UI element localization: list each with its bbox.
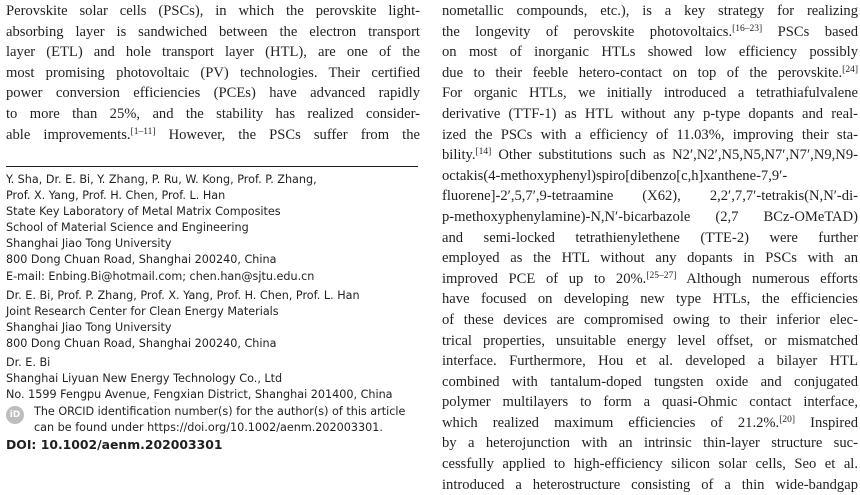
orcid-icon: iD xyxy=(6,406,24,424)
right-column xyxy=(442,1,858,495)
text-line: For organic HTLs, we initially introduced a tetrathiafulvalene xyxy=(442,85,858,102)
text-line: fluorene]-2′,5,7′,9-tetraamine (X62), 2,2′,7,7′-tetrakis(N,N′-di- xyxy=(442,188,858,205)
citation[interactable]: [24] xyxy=(842,64,858,75)
affiliation-block xyxy=(6,288,420,352)
citation[interactable]: [25–27] xyxy=(646,270,677,281)
text-line: have focused on developing new type HTLs, the efficiencies xyxy=(442,291,858,308)
text-line: which realized maximum efficiencies of 21.2%.[20] Inspired xyxy=(442,414,858,431)
orcid-note xyxy=(6,404,420,436)
text-line: p-methoxyphenylamine)-N,N′-bicarbazole (2,7 BCz-OMeTAD) xyxy=(442,208,858,225)
intro-paragraph xyxy=(6,1,420,145)
text-line: polymer multilayers to form a quasi-Ohmic contact interface, xyxy=(442,394,858,411)
citation[interactable]: [16–23] xyxy=(732,23,763,34)
text-line: Perovskite solar cells (PSCs), in which the perovskite light- xyxy=(6,3,420,19)
text-line: by a heterojunction with an intrinsic thin-layer structure suc- xyxy=(442,435,858,452)
affiliation-line: State Key Laboratory of Metal Matrix Composites xyxy=(6,205,281,219)
affiliation-block xyxy=(6,355,420,403)
orcid-line: The ORCID identification number(s) for the author(s) of this article xyxy=(34,405,406,418)
text-line: absorbing layer is sandwiched between the electron transport xyxy=(6,23,420,40)
text-line: derivative (TTF-1) as HTL without any p-type dopants and real- xyxy=(442,105,858,122)
body-paragraph xyxy=(442,1,858,495)
text-line: layer (ETL) and hole transport layer (HTL), are one of the xyxy=(6,44,420,61)
doi-label[interactable]: DOI: 10.1002/aenm.202003301 xyxy=(6,437,223,452)
text-line: improved PCE of up to 20%.[25–27] Although numerous efforts xyxy=(442,270,858,287)
affiliation-line: Shanghai Liyuan New Energy Technology Co., Ltd xyxy=(6,372,283,386)
affiliation-line: Dr. E. Bi, Prof. P. Zhang, Prof. X. Yang, Prof. H. Chen, Prof. L. Han xyxy=(6,288,360,302)
text-line: ized the PSCs with a efficiency of 11.03%, improving their sta- xyxy=(442,126,858,143)
footnote-divider xyxy=(6,166,418,167)
text-line: octakis(4-methoxyphenyl)spiro[dibenzo[c,h]xanthene-7,9′- xyxy=(442,167,788,184)
orcid-link-line[interactable]: can be found under https://doi.org/10.1002/aenm.202003301. xyxy=(34,420,383,434)
text-line: the longevity of perovskite photovoltaics.[16–23] PSCs based xyxy=(442,23,858,40)
affiliation-line: Shanghai Jiao Tong University xyxy=(6,320,172,334)
text-line: most promising photovoltaic (PV) technologies. Their certified xyxy=(6,64,420,81)
affiliation-line: School of Material Science and Engineering xyxy=(6,221,249,235)
citation[interactable]: [1–11] xyxy=(130,126,156,137)
text-line: due to their feeble hetero-contact on top of the perovskite.[24] xyxy=(442,64,858,81)
email-line[interactable]: E-mail: Enbing.Bi@hotmail.com; chen.han@sjtu.edu.cn xyxy=(6,269,315,283)
text-line: trical properties, unsuitable energy level offset, or mismatched xyxy=(442,332,858,349)
text-line: of these devices are compromised owing to their inferior elec- xyxy=(442,311,858,328)
text-line: power conversion efficiencies (PCEs) have advanced rapidly xyxy=(6,85,420,102)
affiliation-line: Dr. E. Bi xyxy=(6,356,51,370)
text-line: introduced a heterostructure consisting of a thin wide-bandgap xyxy=(442,476,858,493)
affiliation-block xyxy=(6,172,420,285)
text-line: combined with tantalum-doped tungsten oxide and conjugated xyxy=(442,373,858,390)
citation[interactable]: [14] xyxy=(475,147,492,158)
text-line: bility.[14] Other substitutions such as N2′,N2′,N5,N5,N7′,N7′,N9,N9- xyxy=(442,147,858,164)
affiliation-line: No. 1599 Fengpu Avenue, Fengxian District, Shanghai 201400, China xyxy=(6,388,393,402)
text-line: to more than 25%, and the stability has realized consider- xyxy=(6,105,420,122)
text-line: able improvements.[1–11] However, the PSCs suffer from the xyxy=(6,126,420,143)
affiliations xyxy=(6,172,420,406)
text-line: on most of inorganic HTLs showed low efficiency possibly xyxy=(442,44,858,61)
text-line: cessfully applied to high-efficiency silicon solar cells, Seo et al. xyxy=(442,456,858,473)
text-line: nometallic compounds, etc.), is a key strategy for realizing xyxy=(442,3,858,19)
text-line: interface. Furthermore, Hou et al. developed a bilayer HTL xyxy=(442,353,858,370)
affiliation-line: Prof. X. Yang, Prof. H. Chen, Prof. L. Han xyxy=(6,189,226,203)
citation[interactable]: [20] xyxy=(779,414,796,425)
text-line: and semi-locked tetrathienylethene (TTE-2) were further xyxy=(442,229,858,246)
left-column xyxy=(6,1,420,145)
text-line: employed as the HTL without any dopants in PSCs with an xyxy=(442,250,858,267)
affiliation-line: 800 Dong Chuan Road, Shanghai 200240, China xyxy=(6,253,277,267)
affiliation-line: Shanghai Jiao Tong University xyxy=(6,237,172,251)
affiliation-line: Joint Research Center for Clean Energy Materials xyxy=(6,304,279,318)
affiliation-line: 800 Dong Chuan Road, Shanghai 200240, China xyxy=(6,336,277,350)
orcid-text xyxy=(34,404,420,435)
affiliation-line: Y. Sha, Dr. E. Bi, Y. Zhang, P. Ru, W. Kong, Prof. P. Zhang, xyxy=(6,173,317,186)
